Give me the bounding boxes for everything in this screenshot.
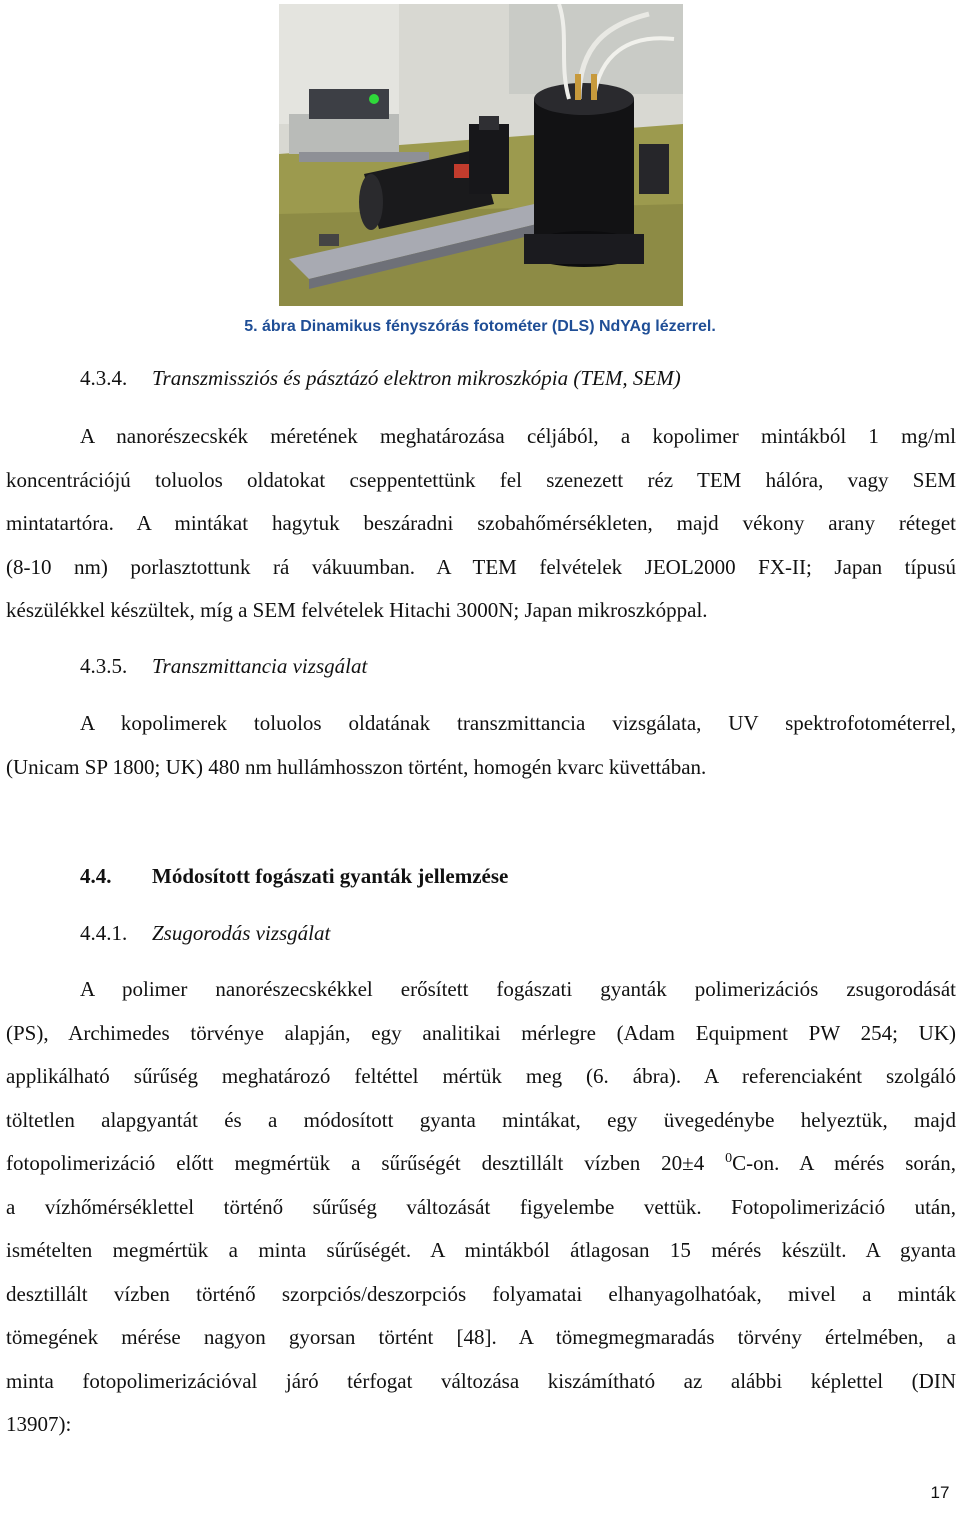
text-line: minta fotopolimerizációval járó térfogat változása kiszámítható az alábbi képlettel (DIN (6, 1368, 956, 1393)
section-heading-441 (80, 921, 330, 946)
text-line: A nanorészecskék méretének meghatározása céljából, a kopolimer mintákból 1 mg/ml (80, 424, 956, 448)
section-number: 4.4.1. (80, 921, 128, 945)
text-line: töltetlen alapgyantát és a módosított gyanta mintákat, egy üvegedénybe helyeztük, majd (6, 1107, 956, 1132)
degree-superscript: 0 (725, 1151, 733, 1166)
text-line: a vízhőmérséklettel történő sűrűség változását figyelembe vettük. Fotopolimerizáció után, (6, 1194, 956, 1219)
text-line: desztillált vízben történő szorpciós/deszorpciós folyamatai elhanyagolhatóak, mivel a minták (6, 1281, 956, 1306)
text-line: applikálható sűrűség meghatározó feltéttel mértük meg (6. ábra). A referenciaként szolgáló (6, 1064, 956, 1088)
page-number: 17 (930, 1483, 950, 1502)
section-number: 4.4. (80, 864, 112, 888)
section-number: 4.3.5. (80, 654, 128, 678)
text-line: A polimer nanorészecskékkel erősített fogászati gyanták polimerizációs zsugorodását (80, 977, 956, 1001)
text-line: tömegének mérése nagyon gyorsan történt [48]. A tömegmegmaradás törvény értelmében, a (6, 1325, 956, 1349)
section-title: Zsugorodás vizsgálat (152, 921, 331, 945)
section-heading-435 (80, 654, 367, 679)
text-line: koncentrációjú toluolos oldatokat cseppentettünk fel szenezett réz TEM hálóra, vagy SEM (6, 467, 956, 492)
text-segment: C-on. A mérés során, (732, 1151, 956, 1175)
paragraph-transmittance (6, 702, 956, 789)
paragraph-tem-sem (6, 415, 956, 633)
section-title: Transzmissziós és pásztázó elektron mikroszkópia (TEM, SEM) (152, 366, 681, 390)
dls-photometer-photo (279, 4, 683, 306)
section-heading-44 (80, 864, 508, 889)
text-line: mintatartóra. A mintákat hagytuk beszáradni szobahőmérsékleten, majd vékony arany réteget (6, 511, 956, 535)
text-line: (Unicam SP 1800; UK) 480 nm hullámhosszon történt, homogén kvarc küvettában. (6, 754, 707, 779)
text-line: ismételten megmértük a minta sűrűségét. A mintákból átlagosan 15 mérés készült. A gyanta (6, 1238, 956, 1262)
section-title: Transzmittancia vizsgálat (152, 654, 368, 678)
section-heading-434 (80, 366, 681, 391)
text-line: A kopolimerek toluolos oldatának transzmittancia vizsgálata, UV spektrofotométerrel, (80, 711, 956, 735)
text-line: készülékkel készültek, míg a SEM felvételek Hitachi 3000N; Japan mikroszkóppal. (6, 598, 708, 622)
section-number: 4.3.4. (80, 366, 128, 390)
text-line: (8-10 nm) porlasztottunk rá vákuumban. A TEM felvételek JEOL2000 FX-II; Japan típusú (6, 554, 956, 579)
figure-caption: 5. ábra Dinamikus fényszórás fotométer (DLS) NdYAg lézerrel. (244, 318, 716, 335)
text-line (6, 1142, 956, 1186)
text-segment: fotopolimerizáció előtt megmértük a sűrűségét desztillált vízben 20±4 (6, 1151, 705, 1175)
text-line: 13907): (6, 1412, 72, 1436)
text-line: (PS), Archimedes törvénye alapján, egy analitikai mérlegre (Adam Equipment PW 254; UK) (6, 1020, 956, 1045)
section-title: Módosított fogászati gyanták jellemzése (152, 864, 509, 888)
paragraph-shrinkage (6, 968, 956, 1447)
